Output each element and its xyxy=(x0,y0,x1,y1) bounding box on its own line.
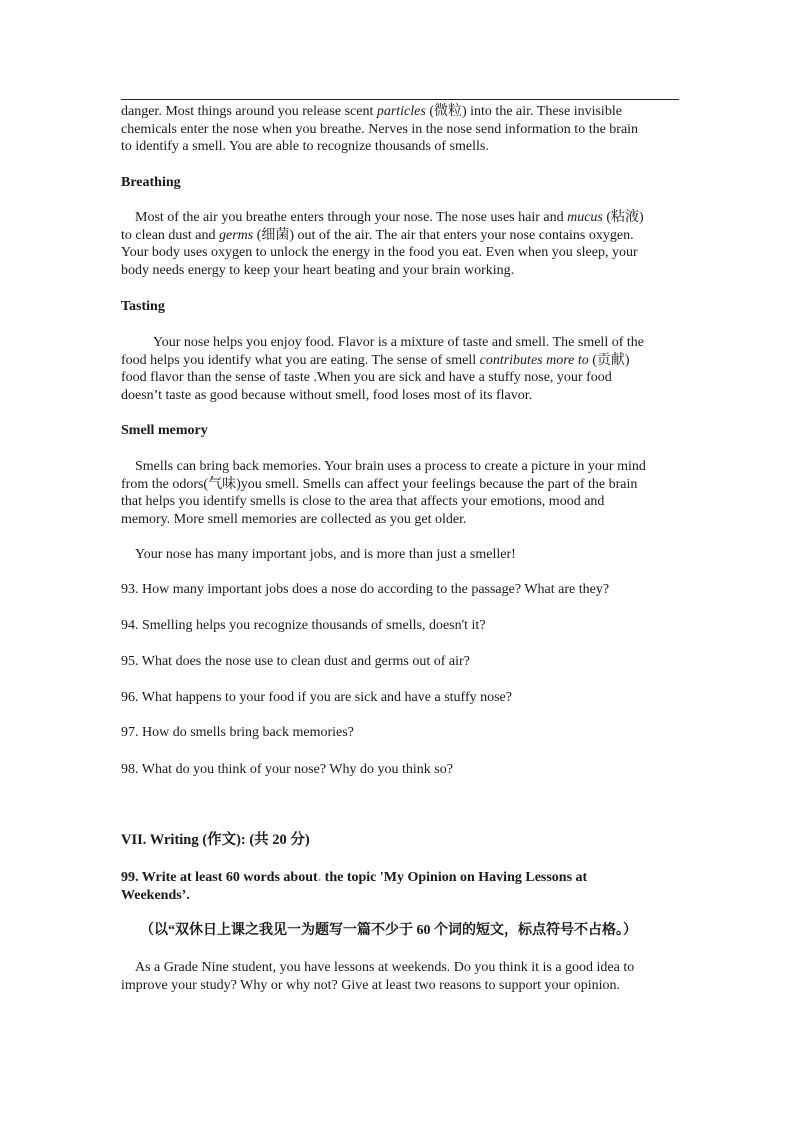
text-line: from the odors(气味)you smell. Smells can affect your feelings because the part of the brain xyxy=(121,476,638,492)
text: (细菌) out of the air. The air that enters your nose contains oxygen. xyxy=(253,227,634,243)
text: the topic 'My Opinion on Having Lessons at xyxy=(321,870,588,885)
chinese-instruction: （以“双休日上课之我见一为题写一篇不少于 60 个词的短文，标点符号不占格。） xyxy=(140,923,637,938)
header-rule xyxy=(121,99,679,100)
section-heading-breathing: Breathing xyxy=(121,175,181,190)
intro-paragraph xyxy=(121,103,681,156)
text: (粘液) xyxy=(602,210,644,225)
text: to clean dust and xyxy=(121,227,219,243)
text: (微粒) into the air. These invisible xyxy=(425,104,622,119)
question-93: 93. How many important jobs does a nose do according to the passage? What are they? xyxy=(121,582,610,597)
closing-sentence: Your nose has many important jobs, and is more than just a smeller! xyxy=(135,547,516,562)
text-line: improve your study? Why or why not? Give at least two reasons to support your opinion. xyxy=(121,977,620,993)
text-line: body needs energy to keep your heart beating and your brain working. xyxy=(121,262,515,278)
dot-mark: . xyxy=(317,870,322,885)
tasting-paragraph xyxy=(121,334,681,404)
text-line: memory. More smell memories are collected as you get older. xyxy=(121,511,467,527)
italic-term: particles xyxy=(376,104,426,119)
text: Most of the air you breathe enters through your nose. The nose uses hair and xyxy=(135,210,568,225)
breathing-paragraph xyxy=(121,209,681,279)
italic-term: germs xyxy=(218,227,254,243)
question-96: 96. What happens to your food if you are sick and have a stuffy nose? xyxy=(121,690,512,705)
text-line: As a Grade Nine student, you have lessons at weekends. Do you think it is a good idea to xyxy=(135,960,635,975)
text-line: food flavor than the sense of taste .When you are sick and have a stuffy nose, your food xyxy=(121,370,612,385)
text-line: that helps you identify smells is close to the area that affects your emotions, mood and xyxy=(121,494,605,509)
italic-term: contributes more to xyxy=(479,352,589,368)
text: food helps you identify what you are eating. The sense of smell xyxy=(121,352,480,368)
question-94: 94. Smelling helps you recognize thousands of smells, doesn't it? xyxy=(121,618,486,633)
text-line: Your body uses oxygen to unlock the energy in the food you eat. Even when you sleep, your xyxy=(121,245,638,260)
writing-prompt xyxy=(121,959,681,994)
question-95: 95. What does the nose use to clean dust and germs out of air? xyxy=(121,654,470,669)
question-99 xyxy=(121,869,681,904)
text: (贡献) xyxy=(588,352,630,368)
italic-term: mucus xyxy=(567,210,603,225)
text-line: Smells can bring back memories. Your brain uses a process to create a picture in your mind xyxy=(135,459,646,474)
text: 99. Write at least 60 words about xyxy=(121,870,318,885)
section-title-writing: VII. Writing (作文): (共 20 分) xyxy=(121,832,310,848)
text-line: chemicals enter the nose when you breathe. Nerves in the nose send information to the brain xyxy=(121,121,639,137)
text-line: Weekends’. xyxy=(121,887,190,903)
section-heading-tasting: Tasting xyxy=(121,299,165,314)
question-98: 98. What do you think of your nose? Why do you think so? xyxy=(121,762,453,777)
memory-paragraph xyxy=(121,458,681,528)
text-line: to identify a smell. You are able to recognize thousands of smells. xyxy=(121,139,489,154)
text-line: doesn’t taste as good because without smell, food loses most of its flavor. xyxy=(121,387,533,403)
question-97: 97. How do smells bring back memories? xyxy=(121,725,354,740)
text-line: Your nose helps you enjoy food. Flavor is a mixture of taste and smell. The smell of the xyxy=(153,335,644,350)
section-heading-smell-memory: Smell memory xyxy=(121,423,208,438)
text: danger. Most things around you release scent xyxy=(121,104,377,119)
